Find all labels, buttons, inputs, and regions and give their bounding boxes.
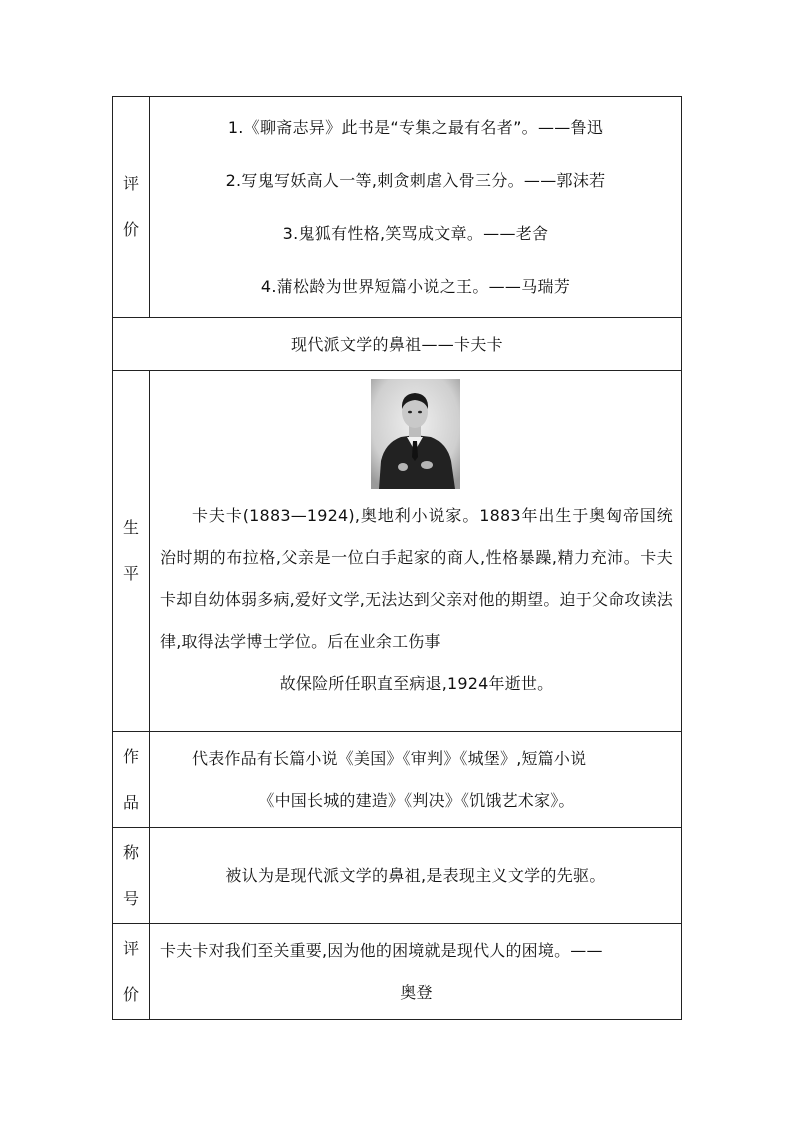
quote-line: 2.写鬼写妖高人一等,刺贪刺虐入骨三分。——郭沫若 (225, 171, 606, 190)
review-label-2: 评 价 (113, 924, 150, 1020)
review-row-2 (113, 924, 682, 1020)
portrait-photo-icon (371, 379, 460, 489)
honorific-row (113, 828, 682, 924)
review-text-2 (150, 930, 681, 1014)
honorific-label: 称 号 (113, 828, 150, 924)
review-content-2 (150, 924, 682, 1020)
review-quotes-1 (150, 97, 682, 318)
life-label: 生 平 (113, 371, 150, 732)
works-text-main: 代表作品有长篇小说《美国》《审判》《城堡》,短篇小说 (192, 748, 587, 768)
review-row-1 (113, 97, 682, 318)
quote-line: 4.蒲松龄为世界短篇小说之王。——马瑞芳 (260, 277, 571, 296)
review-text-last: 奥登 (400, 982, 433, 1002)
section-title: 现代派文学的鼻祖——卡夫卡 (113, 318, 682, 371)
works-text-last: 《中国长城的建造》《判决》《饥饿艺术家》。 (258, 790, 575, 810)
life-text-last: 故保险所任职直至病退,1924年逝世。 (279, 674, 554, 693)
review-label-1: 评 价 (113, 97, 150, 318)
works-text (150, 738, 681, 822)
life-row (113, 371, 682, 732)
honorific-content (150, 828, 682, 924)
section-title-row (113, 318, 682, 371)
photo-wrap (150, 371, 681, 491)
works-row (113, 732, 682, 828)
review-text-main: 卡夫卡对我们至关重要,因为他的困境就是现代人的困境。—— (160, 940, 603, 960)
honorific-text: 被认为是现代派文学的鼻祖,是表现主义文学的先驱。 (225, 866, 606, 885)
works-content (150, 732, 682, 828)
life-text (150, 495, 681, 705)
works-label: 作 品 (113, 732, 150, 828)
quote-line: 3.鬼狐有性格,笑骂成文章。——老舍 (282, 224, 549, 243)
quote-line: 1.《聊斋志异》此书是“专集之最有名者”。——鲁迅 (227, 118, 604, 137)
life-content (150, 371, 682, 732)
life-text-main: 卡夫卡(1883—1924),奥地利小说家。1883年出生于奥匈帝国统治时期的布拉格,父亲是一位白手起家的商人,性格暴躁,精力充沛。卡夫卡却自幼体弱多病,爱好文学,无法达到父亲对他的期望。迫于父命攻读法律,取得法学博士学位。后在业余工伤事 (160, 506, 673, 651)
info-table (112, 96, 682, 1020)
